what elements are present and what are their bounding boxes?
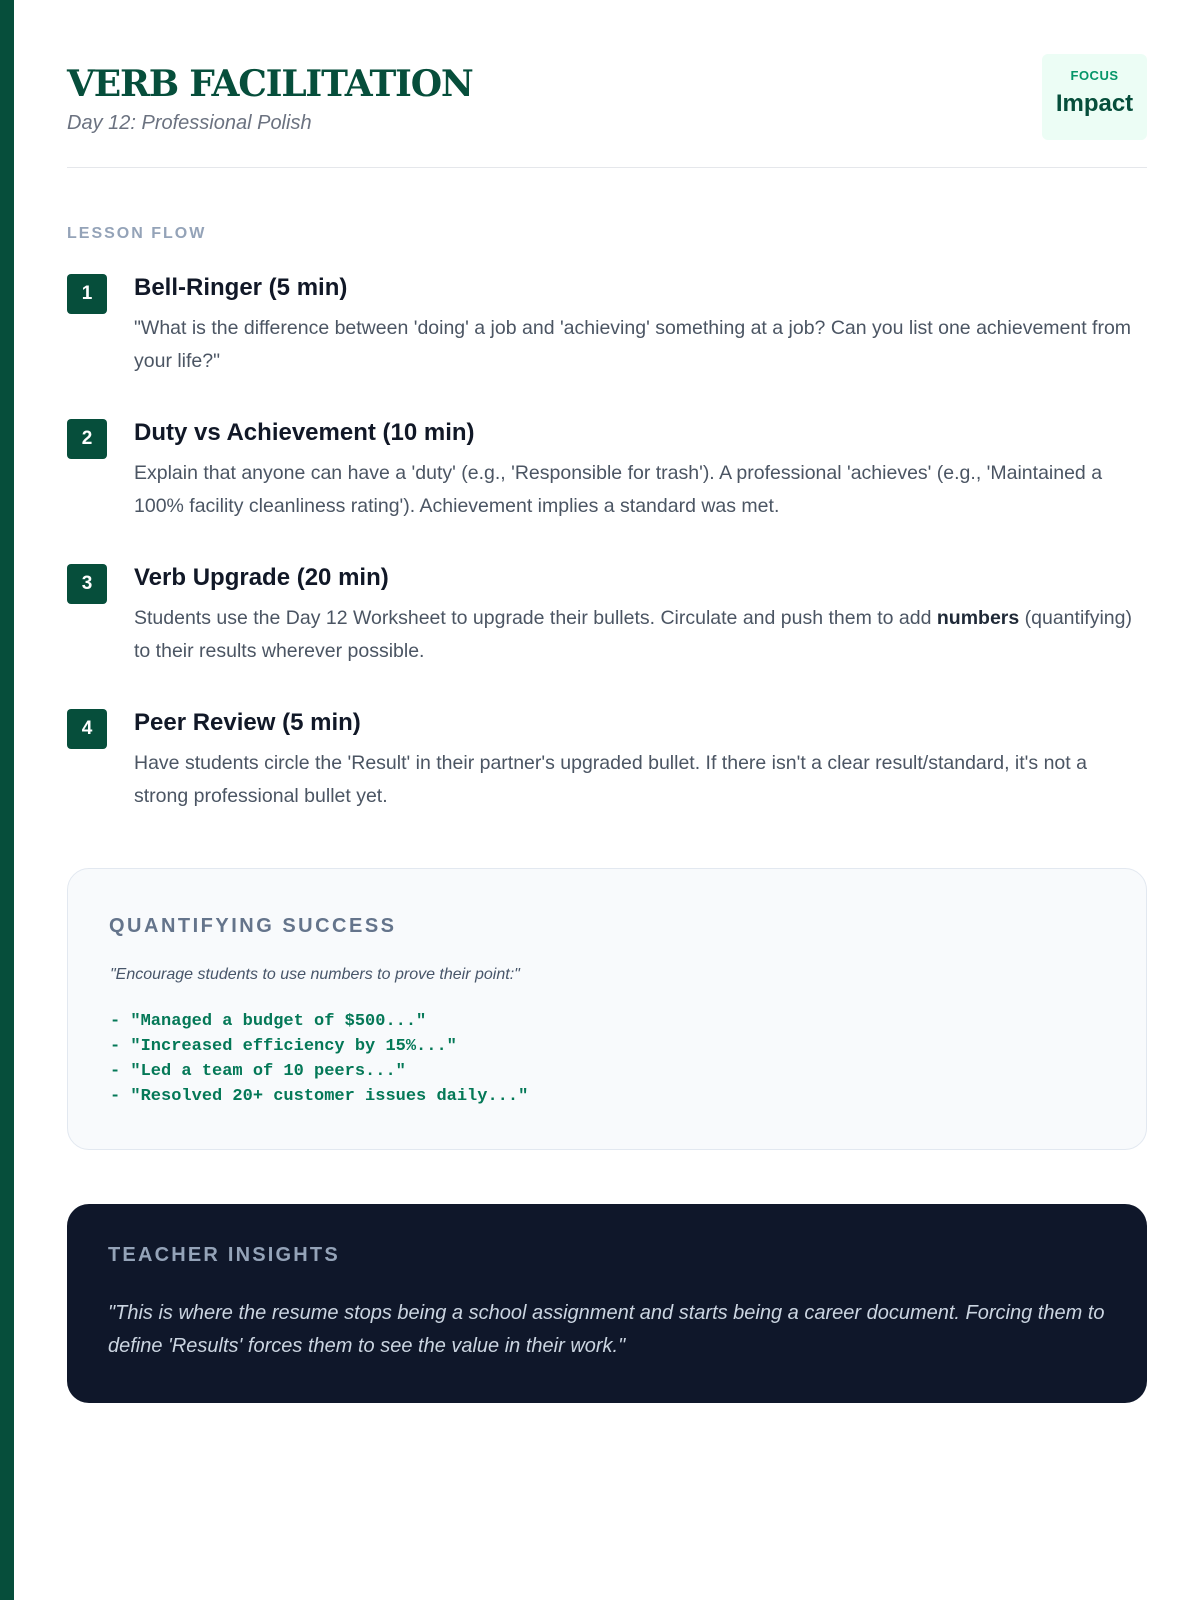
focus-badge [1042, 54, 1147, 140]
quantifying-intro: "Encourage students to use numbers to prove their point:" [110, 966, 520, 983]
page-header [67, 0, 1147, 168]
step-title: Verb Upgrade (20 min) [134, 564, 389, 591]
page-title: VERB FACILITATION [67, 63, 473, 105]
left-accent-bar [0, 0, 14, 1600]
list-item: - "Increased efficiency by 15%..." [110, 1037, 457, 1056]
lesson-page [67, 0, 1147, 1357]
step-description: Explain that anyone can have a 'duty' (e.g., 'Responsible for trash'). A professional 'achieves' (e.g., 'Maintained a 100% facility cleanliness rating'). Achievement implies a standard was met. [134, 462, 1103, 517]
step-title: Peer Review (5 min) [134, 709, 361, 736]
list-item: - "Managed a budget of $500..." [110, 1012, 427, 1031]
lesson-step [67, 707, 1147, 852]
step-number-badge: 2 [67, 419, 107, 459]
step-title: Duty vs Achievement (10 min) [134, 419, 475, 446]
step-number-badge: 3 [67, 564, 107, 604]
insights-quote: "This is where the resume stops being a school assignment and starts being a career document. Forcing them to define 'Results' forces them to see the value in their work." [108, 1302, 1105, 1357]
focus-value: Impact [1055, 90, 1134, 117]
lesson-steps [67, 272, 1147, 852]
focus-label: FOCUS [1070, 68, 1119, 83]
step-description-text: Students use the Day 12 Worksheet to upgrade their bullets. Circulate and push them to add [134, 607, 937, 629]
step-description-emphasis: numbers [936, 607, 1020, 629]
lesson-step [67, 562, 1147, 707]
step-description [134, 602, 1144, 668]
step-description: Have students circle the 'Result' in their partner's upgraded bullet. If there isn't a clear result/standard, it's not a strong professional bullet yet. [134, 752, 1087, 807]
lesson-step [67, 272, 1147, 417]
list-item: - "Led a team of 10 peers..." [110, 1062, 406, 1081]
step-description-text: (quantifying) to their results wherever possible. [134, 607, 1132, 662]
list-item: - "Resolved 20+ customer issues daily..." [110, 1087, 529, 1106]
step-number-badge: 4 [67, 709, 107, 749]
step-description: "What is the difference between 'doing' a job and 'achieving' something at a job? Can you list one achievement from your life?" [134, 317, 1132, 372]
step-number-badge: 1 [67, 274, 107, 314]
insights-title: TEACHER INSIGHTS [108, 1244, 340, 1266]
quantifying-title: QUANTIFYING SUCCESS [109, 915, 397, 937]
quantifying-success-card [67, 868, 1147, 1150]
step-title: Bell-Ringer (5 min) [134, 274, 348, 301]
lesson-step [67, 417, 1147, 562]
page-subtitle: Day 12: Professional Polish [67, 112, 312, 134]
lesson-flow-label: LESSON FLOW [67, 225, 207, 242]
teacher-insights-card [67, 1204, 1147, 1403]
quantifying-examples [110, 1009, 528, 1109]
